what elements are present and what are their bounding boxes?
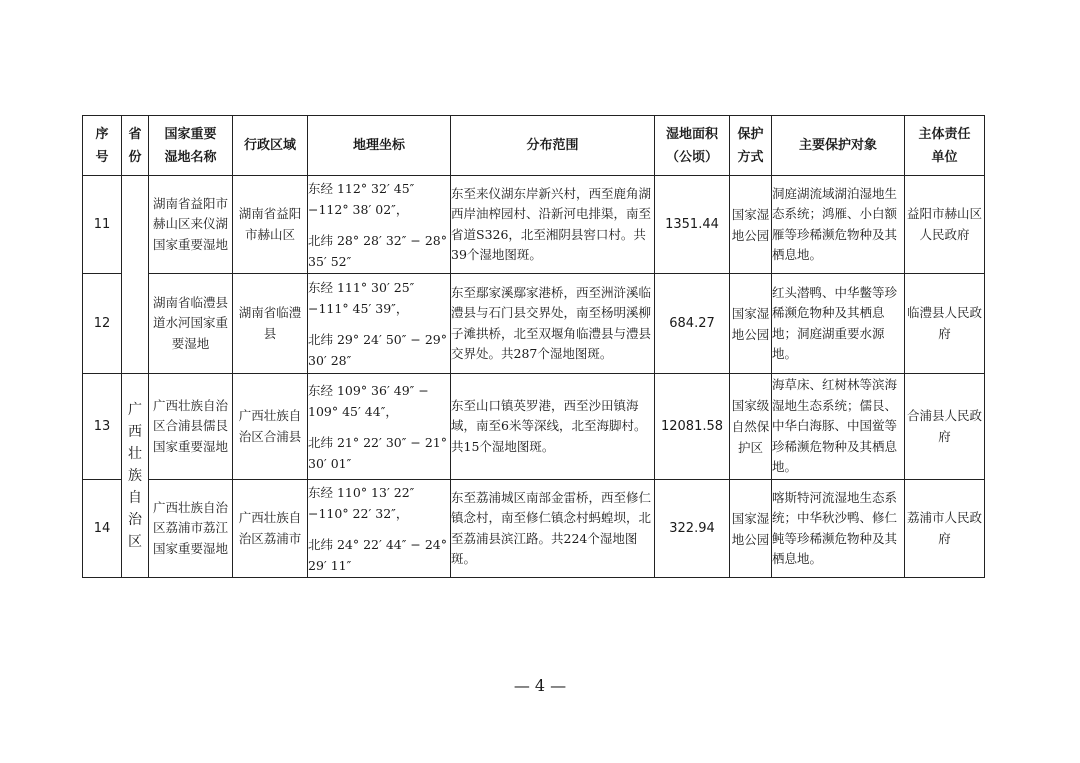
- province-cell-empty: [122, 176, 149, 374]
- row-latitude: 北纬 28° 28′ 32″ − 28° 35′ 52″: [308, 232, 447, 269]
- row-seq: 12: [83, 274, 122, 374]
- row-wetland-name: 湖南省临澧县道水河国家重要湿地: [149, 274, 233, 374]
- header-row: [83, 116, 985, 176]
- row-coordinates: [308, 480, 451, 578]
- row-target: 红头潜鸭、中华鳖等珍稀濒危物种及其栖息地；洞庭湖重要水源地。: [772, 274, 905, 374]
- row-target: 喀斯特河流湿地生态系统；中华秋沙鸭、修仁鲀等珍稀濒危物种及其栖息地。: [772, 480, 905, 578]
- row-distribution: 东至山口镇英罗港，西至沙田镇海域，南至6米等深线，北至海脚村。共15个湿地图斑。: [451, 374, 655, 480]
- table-row: [83, 176, 985, 274]
- row-protection: 国家湿地公园: [730, 176, 772, 274]
- row-wetland-name: 广西壮族自治区荔浦市荔江国家重要湿地: [149, 480, 233, 578]
- row-seq: 14: [83, 480, 122, 578]
- header-range: 分布范围: [451, 116, 655, 176]
- row-latitude: 北纬 29° 24′ 50″ − 29° 30′ 28″: [308, 331, 447, 368]
- row-unit: 益阳市赫山区人民政府: [905, 176, 985, 274]
- row-longitude: 东经 109° 36′ 49″ − 109° 45′ 44″，: [308, 382, 429, 419]
- row-area: 322.94: [655, 480, 730, 578]
- row-seq: 13: [83, 374, 122, 480]
- row-distribution: 东至荔浦城区南部金雷桥，西至修仁镇念村，南至修仁镇念村蚂蝗坝，北至荔浦县滨江路。共224个湿地图斑。: [451, 480, 655, 578]
- row-coordinates: [308, 176, 451, 274]
- row-longitude: 东经 110° 13′ 22″ −110° 22′ 32″，: [308, 484, 415, 521]
- header-area: 湿地面积（公顷）: [655, 116, 730, 176]
- row-wetland-name: 广西壮族自治区合浦县儒艮国家重要湿地: [149, 374, 233, 480]
- row-target: 洞庭湖流域湖泊湿地生态系统；鸿雁、小白额雁等珍稀濒危物种及其栖息地。: [772, 176, 905, 274]
- row-admin-area: 广西壮族自治区合浦县: [233, 374, 308, 480]
- row-protection: 国家湿地公园: [730, 274, 772, 374]
- page-number: — 4 —: [513, 676, 567, 695]
- row-latitude: 北纬 24° 22′ 44″ − 24° 29′ 11″: [308, 536, 447, 573]
- row-unit: 荔浦市人民政府: [905, 480, 985, 578]
- header-unit: 主体责任单位: [905, 116, 985, 176]
- row-latitude: 北纬 21° 22′ 30″ − 21° 30′ 01″: [308, 434, 447, 471]
- header-province: 省份: [122, 116, 149, 176]
- header-method: 保护方式: [730, 116, 772, 176]
- row-coordinates: [308, 374, 451, 480]
- table-row: [83, 480, 985, 578]
- header-target: 主要保护对象: [772, 116, 905, 176]
- header-seq: 序号: [83, 116, 122, 176]
- row-unit: 合浦县人民政府: [905, 374, 985, 480]
- row-protection: 国家级自然保护区: [730, 374, 772, 480]
- row-seq: 11: [83, 176, 122, 274]
- header-coord: 地理坐标: [308, 116, 451, 176]
- row-area: 12081.58: [655, 374, 730, 480]
- row-target: 海草床、红树林等滨海湿地生态系统；儒艮、中华白海豚、中国鲎等珍稀濒危物种及其栖息地。: [772, 374, 905, 480]
- row-area: 1351.44: [655, 176, 730, 274]
- row-area: 684.27: [655, 274, 730, 374]
- row-distribution: 东至来仪湖东岸新兴村，西至鹿角湖西岸油榨园村、沿新河电排渠，南至省道S326，北至湘阴县窖口村。共39个湿地图斑。: [451, 176, 655, 274]
- row-unit: 临澧县人民政府: [905, 274, 985, 374]
- row-protection: 国家湿地公园: [730, 480, 772, 578]
- row-distribution: 东至鄢家溪鄢家港桥，西至洲浒溪临澧县与石门县交界处，南至杨明溪柳子滩拱桥，北至双堰角临澧县与澧县交界处。共287个湿地图斑。: [451, 274, 655, 374]
- table-row: [83, 274, 985, 374]
- row-admin-area: 湖南省临澧县: [233, 274, 308, 374]
- row-admin-area: 广西壮族自治区荔浦市: [233, 480, 308, 578]
- province-guangxi: 广西壮族自治区: [122, 374, 149, 578]
- wetland-table: [82, 115, 985, 578]
- row-wetland-name: 湖南省益阳市赫山区来仪湖国家重要湿地: [149, 176, 233, 274]
- header-admin: 行政区域: [233, 116, 308, 176]
- row-admin-area: 湖南省益阳市赫山区: [233, 176, 308, 274]
- row-coordinates: [308, 274, 451, 374]
- table-row: [83, 374, 985, 480]
- header-name: 国家重要湿地名称: [149, 116, 233, 176]
- row-longitude: 东经 112° 32′ 45″ −112° 38′ 02″，: [308, 180, 415, 217]
- row-longitude: 东经 111° 30′ 25″ −111° 45′ 39″，: [308, 279, 415, 316]
